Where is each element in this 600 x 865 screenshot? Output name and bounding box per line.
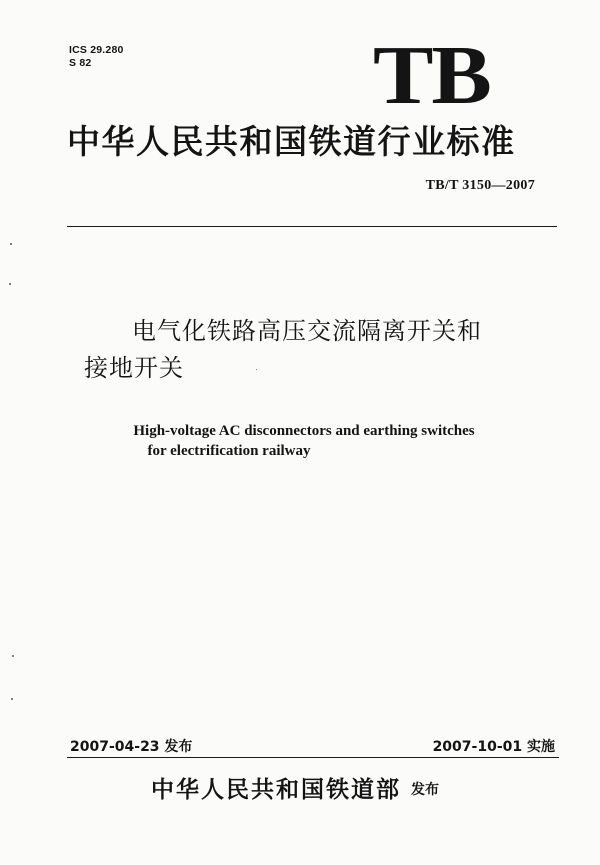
scan-speck bbox=[12, 655, 14, 657]
standard-category-title: 中华人民共和国铁道行业标准 bbox=[67, 122, 516, 161]
bottom-divider bbox=[67, 757, 559, 758]
scan-speck bbox=[11, 698, 13, 700]
english-title-line-2: for electrification railway bbox=[147, 443, 311, 459]
scan-speck bbox=[10, 243, 12, 245]
scan-speck bbox=[9, 283, 11, 285]
chinese-title-line-1: 电气化铁路高压交流隔离开关和 bbox=[132, 317, 482, 345]
standard-number: TB/T 3150—2007 bbox=[425, 178, 535, 193]
ics-code: ICS 29.280 bbox=[69, 44, 124, 56]
ccs-code: S 82 bbox=[69, 57, 92, 69]
tb-logo: TB bbox=[373, 29, 490, 122]
implementation-date: 2007-10-01 实施 bbox=[432, 739, 555, 755]
issuer-name: 中华人民共和国铁道部 bbox=[151, 776, 401, 803]
issue-date: 2007-04-23 发布 bbox=[70, 739, 193, 755]
chinese-title-line-2: 接地开关 bbox=[84, 354, 184, 382]
issuer-suffix: 发布 bbox=[411, 782, 439, 798]
english-title-line-1: High-voltage AC disconnectors and earthing switches bbox=[133, 423, 475, 439]
issuer-line bbox=[151, 771, 439, 804]
scan-speck bbox=[256, 369, 257, 370]
top-divider bbox=[67, 226, 557, 227]
